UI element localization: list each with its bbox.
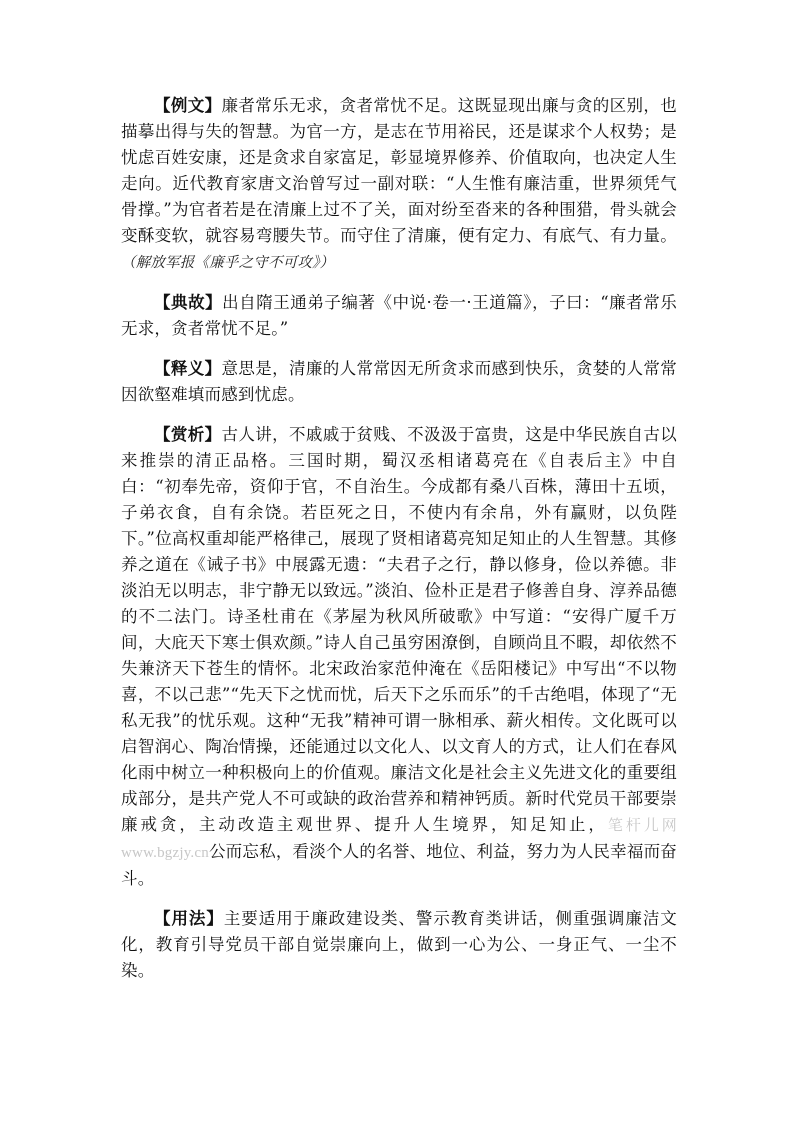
origin-text: 出自隋王通弟子编著《中说·卷一·王道篇》，子曰：“廉者常乐无求，贪者常忧不足。” bbox=[121, 293, 677, 338]
appreciation-text-after: 公而忘私，看淡个人的名誉、地位、利益，努力为人民幸福而奋斗。 bbox=[121, 842, 677, 888]
usage-text: 主要适用于廉政建设类、警示教育类讲话，侧重强调廉洁文化，教育引导党员干部自觉崇廉向上，做到一心为公、一身正气、一尘不染。 bbox=[121, 909, 677, 980]
document-body bbox=[121, 93, 677, 998]
appreciation-text-before: 古人讲，不戚戚于贫贱、不汲汲于富贵，这是中华民族自古以来推崇的清正品格。三国时期，蜀汉丞相诸葛亮在《自表后主》中自白：“初奉先帝，资仰于官，不自治生。今成都有桑八百株，薄田十五顷，子弟衣食，自有余饶。若臣死之日，不使内有余帛，外有赢财，以负陛下。”位高权重却能严格律己，展现了贤相诸葛亮知足知止的人生智慧。其修养之道在《诫子书》中展露无遗：“夫君子之行，静以修身，俭以养德。非淡泊无以明志，非宁静无以致远。”淡泊、俭朴正是君子修善自身、淳养品德的不二法门。诗圣杜甫在《茅屋为秋风所破歌》中写道：“安得广厦千万间，大庇天下寒士俱欢颜。”诗人自己虽穷困潦倒，自顾尚且不暇，却依然不失兼济天下苍生的情怀。北宋政治家范仲淹在《岳阳楼记》中写出“不以物喜，不以己悲”“先天下之忧而忧，后天下之乐而乐”的千古绝唱，体现了“无私无我”的忧乐观。这种“无我”精神可谓一脉相承、薪火相传。文化既可以启智润心、陶冶情操，还能通过以文化人、以文育人的方式，让人们在春风化雨中树立一种积极向上的价值观。廉洁文化是社会主义先进文化的重要组成部分，是共产党人不可或缺的政治营养和精神钙质。新时代党员干部要崇廉戒贪，主动改造主观世界、提升人生境界，知足知止， bbox=[121, 425, 677, 834]
meaning-tag: 【释义】 bbox=[154, 359, 222, 378]
origin-paragraph bbox=[121, 290, 677, 342]
watermark: 笔杆儿网 www.bgzjy.cn bbox=[121, 818, 677, 861]
example-tag: 【例文】 bbox=[154, 96, 222, 115]
usage-paragraph bbox=[121, 906, 677, 984]
example-text: 廉者常乐无求，贪者常忧不足。这既显现出廉与贪的区别，也描摹出得与失的智慧。为官一方，是志在节用裕民，还是谋求个人权势；是忧虑百姓安康，还是贪求自家富足，彰显境界修养、价值取向，也决定人生走向。近代教育家唐文治曾写过一副对联：“人生惟有廉洁重，世界须凭气骨撑。”为官者若是在清廉上过不了关，面对纷至沓来的各种围猎，骨头就会变酥变软，就容易弯腰失节。而守住了清廉，便有定力、有底气、有力量。 bbox=[121, 96, 677, 245]
meaning-text: 意思是，清廉的人常常因无所贪求而感到快乐，贪婪的人常常因欲壑难填而感到忧虑。 bbox=[121, 359, 677, 404]
usage-tag: 【用法】 bbox=[154, 909, 224, 928]
meaning-paragraph bbox=[121, 356, 677, 408]
appreciation-tag: 【赏析】 bbox=[154, 425, 222, 444]
appreciation-paragraph bbox=[121, 422, 677, 892]
origin-tag: 【典故】 bbox=[154, 293, 223, 312]
example-paragraph bbox=[121, 93, 677, 276]
example-source: （解放军报《廉乎之守不可攻》） bbox=[121, 255, 335, 271]
